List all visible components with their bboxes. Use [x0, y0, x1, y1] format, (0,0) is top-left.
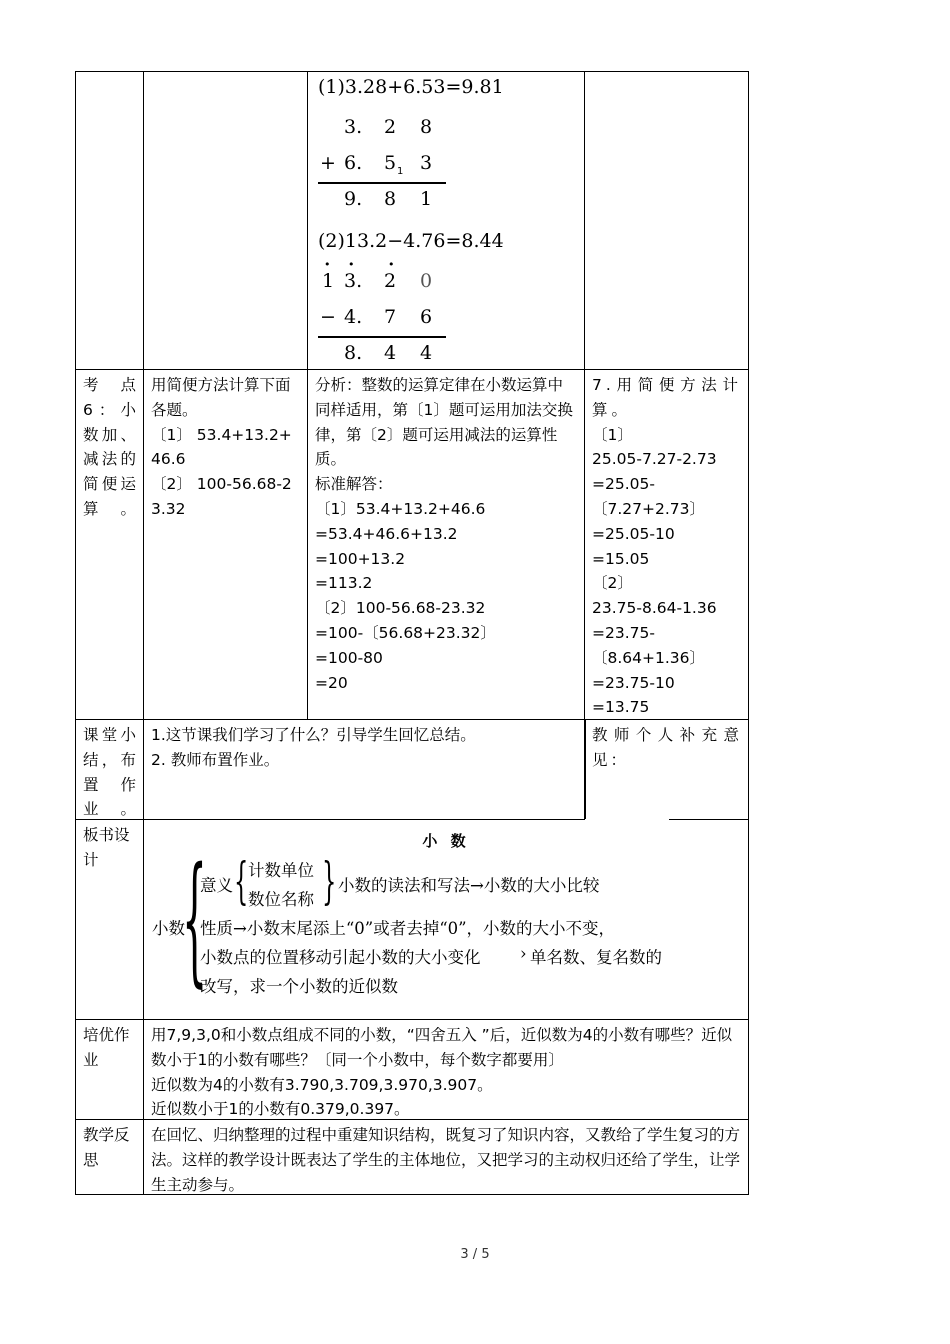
v2-r1-d1: 1: [322, 270, 335, 292]
kp6-analysis: [315, 373, 577, 695]
board-small-brace-right: }: [322, 852, 337, 910]
kp6-exercise: [592, 373, 742, 720]
v2-borrow-dot-2: •: [348, 258, 355, 271]
col-divider-3: [584, 71, 585, 820]
v1-res-d2: 8: [384, 188, 397, 210]
row-divider-3b: [669, 819, 749, 820]
v1-r1-d1: 3.: [344, 116, 363, 138]
board-move-tail: 单名数、复名数的: [530, 948, 662, 967]
extra-question: 用7,9,3,0和小数点组成不同的小数，“四舍五入 ”后，近似数为4的小数有哪些？近似数小于1的小数有哪些？〔同一个小数中，每个数字都要用〕: [151, 1026, 733, 1069]
exercise-line: =25.05-: [592, 475, 655, 494]
v2-r1-d3: 2: [384, 270, 397, 292]
board-big-brace: {: [182, 838, 207, 1001]
equation-2: (2)13.2−4.76=8.44: [318, 230, 504, 252]
summary-label: 课堂小结，布置作业。: [83, 726, 136, 819]
board-small-brace: {: [234, 852, 249, 910]
v1-r2-d2: 5: [384, 152, 397, 174]
v2-r1-d2: 3.: [344, 270, 363, 292]
row-divider-3a: [75, 819, 584, 820]
exercise-line: 〔2〕: [592, 574, 633, 593]
extra-label: 培优作业: [83, 1026, 130, 1069]
kp6-question: [151, 373, 301, 522]
analysis-line: =53.4+46.6+13.2: [315, 524, 458, 543]
kp6-question-line: 〔1〕 53.4+13.2+46.6: [151, 425, 292, 469]
analysis-line: =113.2: [315, 574, 373, 593]
board-meaning-item: 计数单位: [248, 861, 314, 880]
exercise-line: 〔7.27+2.73〕: [592, 499, 706, 518]
board-move: 小数点的位置移动引起小数的大小变化: [200, 948, 481, 967]
v2-r1-d4: 0: [420, 270, 433, 292]
exercise-line: 〔8.64+1.36〕: [592, 648, 706, 667]
v2-r2-d3: 6: [420, 306, 433, 328]
analysis-line: =20: [315, 673, 348, 692]
equation-1: (1)3.28+6.53=9.81: [318, 76, 504, 98]
table-left-border: [75, 71, 76, 1195]
extra-answer: 近似数为4的小数有3.790,3.709,3.970,3.907。: [151, 1075, 493, 1094]
analysis-line: =100+13.2: [315, 549, 406, 568]
board-meaning-tail: 小数的读法和写法→小数的大小比较: [338, 876, 600, 895]
analysis-line: =100-〔56.68+23.32〕: [315, 623, 496, 642]
analysis-line: =100-80: [315, 648, 383, 667]
table-right-border: [748, 71, 749, 1195]
analysis-line: 〔2〕100-56.68-23.32: [315, 599, 486, 618]
board-label: 板书设计: [83, 826, 130, 869]
reflect-label: 教学反思: [83, 1126, 130, 1169]
v2-r2-d1: 4.: [344, 306, 363, 328]
exercise-line: 23.75-8.64-1.36: [592, 599, 717, 618]
kp6-question-line: 用简便方法计算下面各题。: [151, 376, 291, 419]
v2-minus-sign: −: [320, 306, 336, 328]
board-property: 性质→小数末尾添上“0”或者去掉“0”，小数的大小不变，: [200, 919, 616, 938]
board-move-arrow: ›: [520, 944, 527, 963]
row-divider-4: [75, 1019, 749, 1020]
summary-line: 2. 教师布置作业。: [151, 750, 280, 769]
row-divider-1: [75, 369, 749, 370]
summary-line: 1.这节课我们学习了什么？引导学生回忆总结。: [151, 726, 476, 744]
v2-res-d3: 4: [420, 342, 433, 364]
v2-diff-line: [318, 336, 446, 338]
teacher-note: 教师个人补充意见：: [592, 726, 742, 769]
col-divider-3-stub: [585, 720, 586, 819]
v2-res-d1: 8.: [344, 342, 363, 364]
board-rewrite: 改写，求一个小数的近似数: [200, 977, 398, 996]
v1-plus-sign: +: [320, 152, 336, 174]
analysis-line: 分析：整数的运算定律在小数运算中同样适用，第〔1〕题可运用加法交换律，第〔2〕题可运用减法的运算性质。: [315, 376, 573, 469]
v1-carry-mark: 1: [397, 166, 404, 177]
v1-r1-d2: 2: [384, 116, 397, 138]
v1-res-d3: 1: [420, 188, 433, 210]
exercise-line: 25.05-7.27-2.73: [592, 450, 717, 469]
exercise-line: =25.05-10: [592, 524, 675, 543]
col-divider-1: [143, 71, 144, 1195]
exercise-line: =15.05: [592, 549, 650, 568]
v2-r2-d2: 7: [384, 306, 397, 328]
exercise-line: =23.75-10: [592, 673, 675, 692]
board-root: 小数: [152, 919, 185, 938]
extra-answer: 近似数小于1的小数有0.379,0.397。: [151, 1100, 410, 1119]
v1-r1-d3: 8: [420, 116, 433, 138]
exercise-line: 〔1〕: [592, 425, 633, 444]
extra-content: [151, 1023, 743, 1122]
board-title: 小 数: [422, 832, 470, 850]
kp6-label: 考点6：小数加、减法的简便运算。: [83, 376, 136, 518]
v2-borrow-dot-3: •: [388, 258, 395, 271]
calc-image: [314, 72, 530, 368]
v1-r2-d1: 6.: [344, 152, 363, 174]
v2-borrow-dot-1: •: [324, 258, 331, 271]
summary-content: [151, 723, 579, 773]
v2-res-d2: 4: [384, 342, 397, 364]
exercise-line: =23.75-: [592, 623, 655, 642]
col-divider-2: [307, 71, 308, 720]
page-number: 3 / 5: [460, 1247, 490, 1262]
v1-sum-line: [318, 182, 446, 184]
analysis-line: 标准解答：: [315, 475, 393, 494]
exercise-title: 7.用简便方法计算。: [592, 376, 742, 419]
v1-r2-d3: 3: [420, 152, 433, 174]
reflect-text: 在回忆、归纳整理的过程中重建知识结构，既复习了知识内容，又教给了学生复习的方法。这样的教学设计既表达了学生的主体地位，又把学习的主动权归还给了学生，让学生主动参与。: [151, 1126, 741, 1194]
analysis-line: 〔1〕53.4+13.2+46.6: [315, 499, 486, 518]
exercise-line: =13.75: [592, 698, 650, 717]
board-meaning: 意义: [200, 876, 233, 895]
kp6-question-line: 〔2〕 100-56.68-23.32: [151, 475, 292, 518]
board-meaning-item: 数位名称: [248, 890, 314, 909]
v1-res-d1: 9.: [344, 188, 363, 210]
